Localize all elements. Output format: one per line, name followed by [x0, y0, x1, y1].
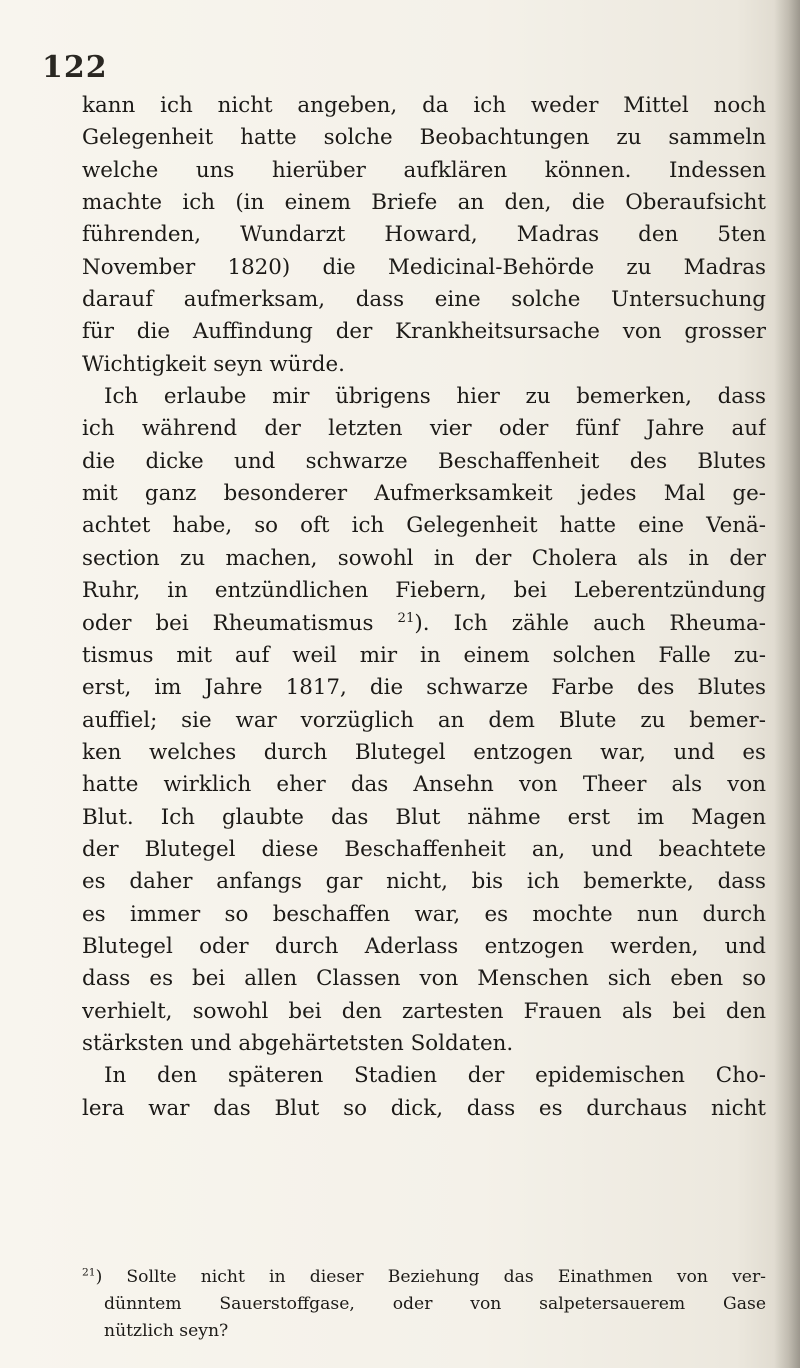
- text-line: ken welches durch Blutegel entzogen war, und es: [82, 739, 766, 765]
- text-line: machte ich (in einem Briefe an den, die Oberaufsicht: [82, 190, 766, 216]
- footnote-marker: 21: [82, 1265, 96, 1279]
- text-line: Gelegenheit hatte solche Beobachtungen zu sammeln: [82, 125, 766, 151]
- text-line: der Blutegel diese Beschaffenheit an, und beachtete: [82, 836, 766, 862]
- text-line: dass es bei allen Classen von Menschen sich eben so: [82, 966, 766, 992]
- text-line: tismus mit auf weil mir in einem solchen Falle zu-: [82, 642, 766, 668]
- text-fragment: ). Ich zähle auch Rheuma-: [414, 610, 766, 636]
- text-line: November 1820) die Medicinal-Behörde zu Madras: [82, 254, 766, 280]
- text-line: hatte wirklich eher das Ansehn von Theer als von: [82, 772, 766, 798]
- text-line-indented: In den späteren Stadien der epidemischen Cho-: [104, 1063, 766, 1089]
- text-line: auffiel; sie war vorzüglich an dem Blute zu bemer-: [82, 707, 766, 733]
- text-line: Wichtigkeit seyn würde.: [82, 351, 345, 377]
- footnote-line: nützlich seyn?: [104, 1321, 229, 1341]
- footnote-reference: 21: [397, 610, 415, 626]
- text-line: kann ich nicht angeben, da ich weder Mittel noch: [82, 93, 766, 118]
- text-line: stärksten und abgehärtetsten Soldaten.: [82, 1030, 514, 1056]
- text-line: die dicke und schwarze Beschaffenheit des Blutes: [82, 448, 766, 474]
- text-line: ich während der letzten vier oder fünf Jahre auf: [82, 416, 766, 442]
- text-line: lera war das Blut so dick, dass es durchaus nicht: [82, 1095, 766, 1121]
- text-line: mit ganz besonderer Aufmerksamkeit jedes Mal ge-: [82, 481, 766, 507]
- text-fragment: oder bei Rheumatismus: [82, 610, 374, 636]
- text-line-with-footnote-ref: [82, 608, 766, 640]
- text-fragment: ) Sollte nicht in dieser Beziehung das Einathmen von ver-: [95, 1267, 766, 1287]
- text-line-indented: Ich erlaube mir übrigens hier zu bemerken, dass: [104, 384, 766, 410]
- text-line: Blut. Ich glaubte das Blut nähme erst im Magen: [82, 804, 766, 830]
- footnote-line: dünntem Sauerstoffgase, oder von salpetersauerem Gase: [104, 1294, 766, 1314]
- footnote: [82, 1264, 766, 1345]
- text-line: es daher anfangs gar nicht, bis ich bemerkte, dass: [82, 869, 766, 895]
- text-line: Blutegel oder durch Aderlass entzogen werden, und: [82, 933, 766, 959]
- text-line: für die Auffindung der Krankheitsursache von grosser: [82, 319, 766, 345]
- text-line: erst, im Jahre 1817, die schwarze Farbe des Blutes: [82, 675, 766, 701]
- text-line: verhielt, sowohl bei den zartesten Frauen als bei den: [82, 998, 766, 1024]
- page-number: 122: [42, 50, 108, 85]
- footnote-line: [82, 1264, 766, 1291]
- text-line: es immer so beschaffen war, es mochte nun durch: [82, 901, 766, 927]
- text-line: Ruhr, in entzündlichen Fiebern, bei Leberentzündung: [82, 578, 766, 604]
- text-line: führenden, Wundarzt Howard, Madras den 5ten: [82, 222, 766, 248]
- page-edge-shadow: [774, 0, 800, 1368]
- body-text: [82, 90, 766, 1125]
- text-line: section zu machen, sowohl in der Cholera als in der: [82, 545, 766, 571]
- text-line: welche uns hierüber aufklären können. Indessen: [82, 157, 766, 183]
- text-line: achtet habe, so oft ich Gelegenheit hatte eine Venä-: [82, 513, 766, 539]
- text-line: darauf aufmerksam, dass eine solche Untersuchung: [82, 287, 766, 313]
